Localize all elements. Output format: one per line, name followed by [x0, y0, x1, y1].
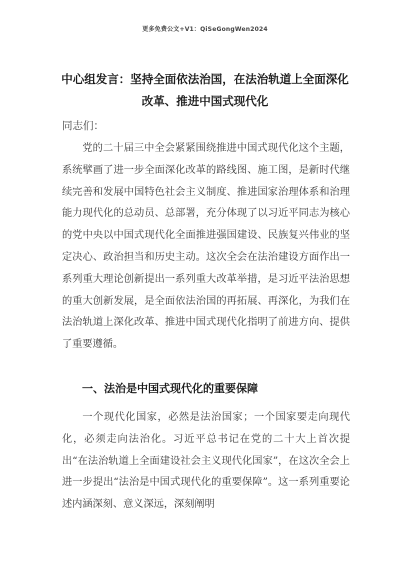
salutation: 同志们：: [62, 120, 104, 132]
section-heading-1: 一、法治是中国式现代化的重要保障: [82, 382, 258, 395]
document-title: 中心组发言：坚持全面依法治国，在法治轨道上全面深化改革、推进中国式现代化: [61, 72, 349, 108]
header-note: 更多免费公文+V1：QiSeGongWen2024: [142, 26, 268, 33]
paragraph-intro: 党的二十届三中全会紧紧围绕推进中国式现代化这个主题，系统擘画了进一步全面深化改革的路线图、施工图，是新时代继续完善和发展中国特色社会主义制度、推进国家治理体系和治理能力现代化的总动员、总部署，充分体现了以习近平同志为核心的党中央以中国式现代化全面推进强国建设、民族复兴伟业的坚定决心、政治担当和历史主动。这次全会在法治建设方面作出一系列重大理论创新提出一系列重大改革举措，是习近平法治思想的重大创新发展，是全面依法治国的再拓展、再深化，为我们在法治轨道上深化改革、推进中国式现代化指明了前进方向、提供了重要遵循。: [62, 143, 350, 351]
paragraph-section-1: 一个现代化国家，必然是法治国家；一个国家要走向现代化，必须走向法治化。习近平总书记在党的二十大上首次提出“在法治轨道上全面建设社会主义现代化国家”，在这次全会上进一步提出“法治是中国式现代化的重要保障”。这一系列重要论述内涵深刻、意义深远，深刻阐明: [62, 412, 350, 511]
